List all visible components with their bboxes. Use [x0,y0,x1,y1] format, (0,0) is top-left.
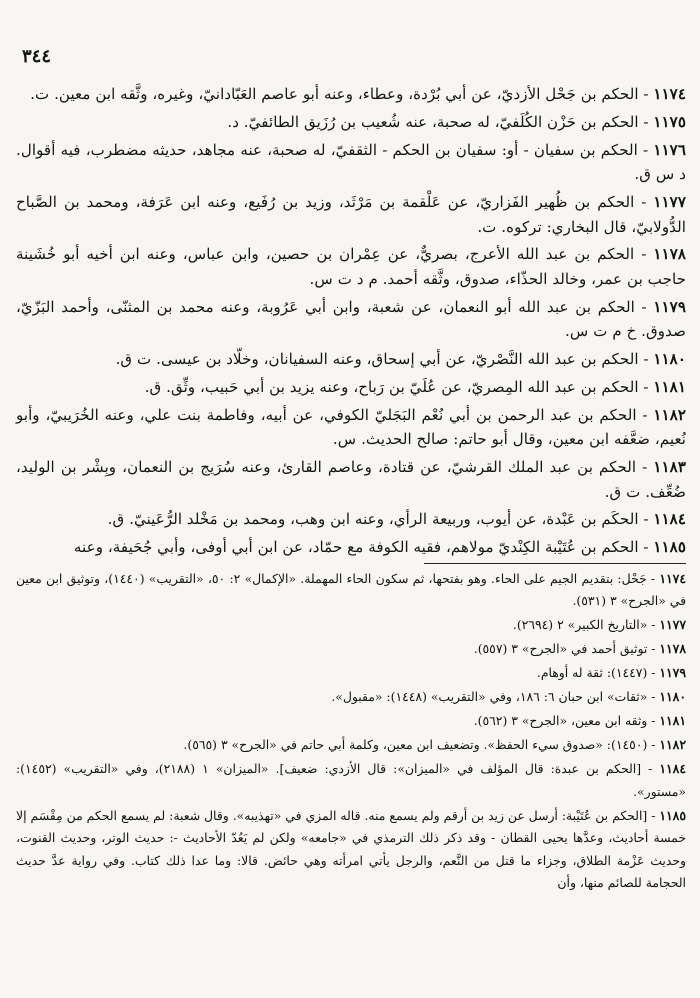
footnote-text: «التاريخ الكبير» ٢ (٢٦٩٤). [512,617,648,633]
footnote-number: ١١٨٠ [659,689,686,705]
entry-number: ١١٨٥ [653,538,686,557]
footnote-number: ١١٨٥ [659,807,686,823]
footnote-number: ١١٧٨ [659,641,686,657]
entry-number: ١١٨١ [653,377,686,396]
entry-1179: ١١٧٩ - الحكم بن عبد الله أبو النعمان، عن شعبة، وابن أبي عَرُوبة، وعنه محمد بن المثنّى، وأحمد البَزّيّ، صدوق. خ م ت س. [16,297,686,341]
footnote-text: (١٤٤٧): ثقة له أوهام. [536,665,648,681]
entry-text: الحكم بن جَحْل الأزديّ، عن أبي بُرْدة، وعطاء، وعنه أبو عاصم العَبّادانيّ، وغيره، وثَّقه ابن معين. ت. [30,85,639,103]
footnote-number: ١١٨٤ [659,761,686,777]
entry-1177: ١١٧٧ - الحكم بن ظُهير الفَزاريّ، عن عَلْقمة بن مَرْثَد، وزيد بن رُفَيع، وعنه ابن عَرَفة، ومحمد بن الصَّباح الدُّولابيّ، قال البخاري: تركوه. ت. [16,192,686,236]
footnote-text: «ثقات» ابن حبان ٦: ١٨٦، وفي «التقريب» (١٤٤٨): «مقبول». [331,689,648,705]
footnote-number: ١١٨١ [659,713,686,729]
entry-text: الحكم بن عبد الله المِصريّ، عن عُلَيّ بن رَباح، وعنه يزيد بن أبي حَبيب، وثِّق. ق. [144,377,639,396]
entry-text: الحكم بن عبد الملك القرشيّ، عن قتادة، وعاصم القارئ، وعنه سُرَيج بن النعمان، وبِشْر بن الوليد، ضُعِّف. ت ق. [16,458,686,501]
footnote-1185: ١١٨٥ - [الحكم بن عُتَيْبة: أرسل عن زيد بن أرقم ولم يسمع منه. قاله المزي في «تهذيبه». وقال شعبة: لم يسمع الحكم من مِقْسَم إلا خمسة أحاديث، وعدَّها يحيى القطان - وقد ذكر ذلك الترمذي في «جامعه» ولكن لم يَعُدّ الأحاديث -: حديث الوتر، وحديث القنوت، وحديث عَزْمة الطلاق، وجزاء ما قتل من النَّعم، والرجل يأتي امرأته وهي حائض. قالا: وما عدا ذلك كتاب. وفي رواية عدَّ حديث الحجامة للصائم منها، وأن [16,807,686,890]
footnote-number: ١١٧٩ [659,665,686,681]
footnote-text: توثيق أحمد في «الجرح» ٣ (٥٥٧). [473,641,648,657]
entry-number: ١١٨٣ [653,458,686,476]
entry-text: الحكَم بن عَبْدة، عن أيوب، وربيعة الرأي، وعنه ابن وهب، ومحمد بن مَخْلد الرُّعَينيّ. ق. [107,510,639,529]
page-number: ٣٤٤ [22,46,52,67]
entry-1183: ١١٨٣ - الحكم بن عبد الملك القرشيّ، عن قتادة، وعاصم القارئ، وعنه سُرَيج بن النعمان، وبِشْر بن الوليد، ضُعِّف. ت ق. [16,458,686,501]
footnote-number: ١١٧٤ [659,570,686,586]
entry-text: الحكم بن سفيان - أو: سفيان بن الحكم - الثقفيّ، له صحبة، عنه مجاهد، حديثه مضطرب، فيه أقوال. د س ق. [16,140,686,184]
entry-1176: ١١٧٦ - الحكم بن سفيان - أو: سفيان بن الحكم - الثقفيّ، له صحبة، عنه مجاهد، حديثه مضطرب، فيه أقوال. د س ق. [16,140,686,184]
footnote-text: [الحكم بن عبدة: قال المؤلف في «الميزان»: قال الأزدي: ضعيف]. «الميزان» ١ (٢١٨٨)، وفي «التقريب» (١٤٥٢): «مستور». [16,761,686,799]
footnote-text: (١٤٥٠): «صدوق سيء الحفظ». وتضعيف ابن معين، وكلمة أبي حاتم في «الجرح» ٣ (٥٦٥). [183,737,648,753]
entry-text: الحكم بن عبد الله الأعرج، بصريٌّ، عن عِمْران بن حصين، وابن عباس، وعنه ابن أخيه أبو خُشَينة حاجب بن عمر، وخالد الحذّاء، صدوق، وثَّقه أحمد. م د ت س. [16,245,686,288]
footnote-number: ١١٨٢ [659,737,686,753]
entry-1185: ١١٨٥ - الحكم بن عُتَيْبة الكِنْديّ مولاهم، فقيه الكوفة مع حمّاد، عن ابن أبي أوفى، وأبي جُحَيفة، وعنه [73,538,686,557]
entry-text: الحكم بن عُتَيْبة الكِنْديّ مولاهم، فقيه الكوفة مع حمّاد، عن ابن أبي أوفى، وأبي جُحَيفة، وعنه [73,538,639,557]
entry-text: الحكم بن حَزْن الكُلَفيّ، له صحبة، عنه شُعيب بن رُزَيق الطائفيّ. د. [227,112,639,131]
entry-1181: ١١٨١ - الحكم بن عبد الله المِصريّ، عن عُلَيّ بن رَباح، وعنه يزيد بن أبي حَبيب، وثِّق. ق. [144,377,686,396]
footnote-1181: ١١٨١ - وثقه ابن معين، «الجرح» ٣ (٥٦٢). [473,713,686,729]
footnote-1178: ١١٧٨ - توثيق أحمد في «الجرح» ٣ (٥٥٧). [473,641,686,657]
entry-number: ١١٨٤ [653,510,686,529]
entry-number: ١١٧٥ [653,112,686,131]
footnote-1174: ١١٧٤ - جَحْل: بتقديم الجيم على الحاء. وهو بفتحها، ثم سكون الحاء المهملة. «الإكمال» ٢: ٥٠، «التقريب» (١٤٤٠)، وتوثيق ابن معين في «الجرح» ٣ (٥٣١). [16,570,686,609]
entry-number: ١١٧٧ [653,192,686,211]
entry-number: ١١٨٢ [653,405,687,424]
footnote-number: ١١٧٧ [659,617,686,633]
footnote-1177: ١١٧٧ - «التاريخ الكبير» ٢ (٢٦٩٤). [512,617,686,633]
entry-text: الحكم بن عبد الله النَّصْريّ، عن أبي إسحاق، وعنه السفيانان، وخلّاد بن عيسى. ت ق. [115,350,639,369]
footnote-1180: ١١٨٠ - «ثقات» ابن حبان ٦: ١٨٦، وفي «التقريب» (١٤٤٨): «مقبول». [331,689,686,705]
footnote-text: جَحْل: بتقديم الجيم على الحاء. وهو بفتحها، ثم سكون الحاء المهملة. «الإكمال» ٢: ٥٠، «التقريب» (١٤٤٠)، وتوثيق ابن معين في «الجرح» ٣ (٥٣١). [16,570,686,609]
footnote-1184: ١١٨٤ - [الحكم بن عبدة: قال المؤلف في «الميزان»: قال الأزدي: ضعيف]. «الميزان» ١ (٢١٨٨)، وفي «التقريب» (١٤٥٢): «مستور». [16,761,686,799]
entry-number: ١١٧٦ [653,140,686,159]
footnote-1179: ١١٧٩ - (١٤٤٧): ثقة له أوهام. [536,665,686,681]
footnotes [16,568,686,894]
entry-1180: ١١٨٠ - الحكم بن عبد الله النَّصْريّ، عن أبي إسحاق، وعنه السفيانان، وخلّاد بن عيسى. ت ق. [115,350,686,369]
footnote-text: وثقه ابن معين، «الجرح» ٣ (٥٦٢). [473,713,648,729]
entry-number: ١١٧٩ [653,297,686,316]
entry-1182: ١١٨٢ - الحكم بن عبد الرحمن بن أبي نُعْم البَجَليّ الكوفي، عن أبيه، وفاطمة بنت علي، وعنه الخُرَيبيّ، وأبو نُعيم، ضعَّفه ابن معين، وقال أبو حاتم: صالح الحديث. س. [16,405,687,449]
entry-1174: ١١٧٤ - الحكم بن جَحْل الأزديّ، عن أبي بُرْدة، وعطاء، وعنه أبو عاصم العَبّادانيّ، وغيره، وثَّقه ابن معين. ت. [30,85,686,103]
entry-1184: ١١٨٤ - الحكَم بن عَبْدة، عن أيوب، وربيعة الرأي، وعنه ابن وهب، ومحمد بن مَخْلد الرُّعَينيّ. ق. [107,510,686,529]
footnote-1182: ١١٨٢ - (١٤٥٠): «صدوق سيء الحفظ». وتضعيف ابن معين، وكلمة أبي حاتم في «الجرح» ٣ (٥٦٥). [183,737,686,753]
entry-number: ١١٨٠ [653,350,686,369]
entry-text: الحكم بن عبد الرحمن بن أبي نُعْم البَجَليّ الكوفي، عن أبيه، وفاطمة بنت علي، وعنه الخُرَيبيّ، وأبو نُعيم، ضعَّفه ابن معين، وقال أبو حاتم: صالح الحديث. س. [16,405,686,449]
entry-text: الحكم بن عبد الله أبو النعمان، عن شعبة، وابن أبي عَرُوبة، وعنه محمد بن المثنّى، وأحمد البَزّيّ، صدوق. خ م ت س. [16,297,686,341]
entry-number: ١١٧٨ [653,245,687,264]
entry-1175: ١١٧٥ - الحكم بن حَزْن الكُلَفيّ، له صحبة، عنه شُعيب بن رُزَيق الطائفيّ. د. [227,112,686,131]
entry-number: ١١٧٤ [653,85,686,103]
footnote-text: [الحكم بن عُتَيْبة: أرسل عن زيد بن أرقم ولم يسمع منه. قاله المزي في «تهذيبه». وقال شعبة: لم يسمع الحكم من مِقْسَم إلا خمسة أحاديث، وعدَّها يحيى القطان - وقد ذكر ذلك الترمذي في «جامعه» ولكن لم يَعُدّ الأحاديث -: حديث الوتر، وحديث القنوت، وحديث عَزْمة الطلاق، وجزاء ما قتل من النَّعم، والرجل يأتي امرأته وهي حائض. قالا: وما عدا ذلك كتاب. وفي رواية عدَّ حديث الحجامة للصائم منها، وأن [16,807,686,890]
entry-1178: ١١٧٨ - الحكم بن عبد الله الأعرج، بصريٌّ، عن عِمْران بن حصين، وابن عباس، وعنه ابن أخيه أبو خُشَينة حاجب بن عمر، وخالد الحذّاء، صدوق، وثَّقه أحمد. م د ت س. [16,245,687,288]
entry-text: الحكم بن ظُهير الفَزاريّ، عن عَلْقمة بن مَرْثَد، وزيد بن رُفَيع، وعنه ابن عَرَفة، ومحمد بن الصَّباح الدُّولابيّ، قال البخاري: تركوه. ت. [16,192,686,236]
biography-entries [16,82,686,560]
footnote-divider [424,563,686,564]
